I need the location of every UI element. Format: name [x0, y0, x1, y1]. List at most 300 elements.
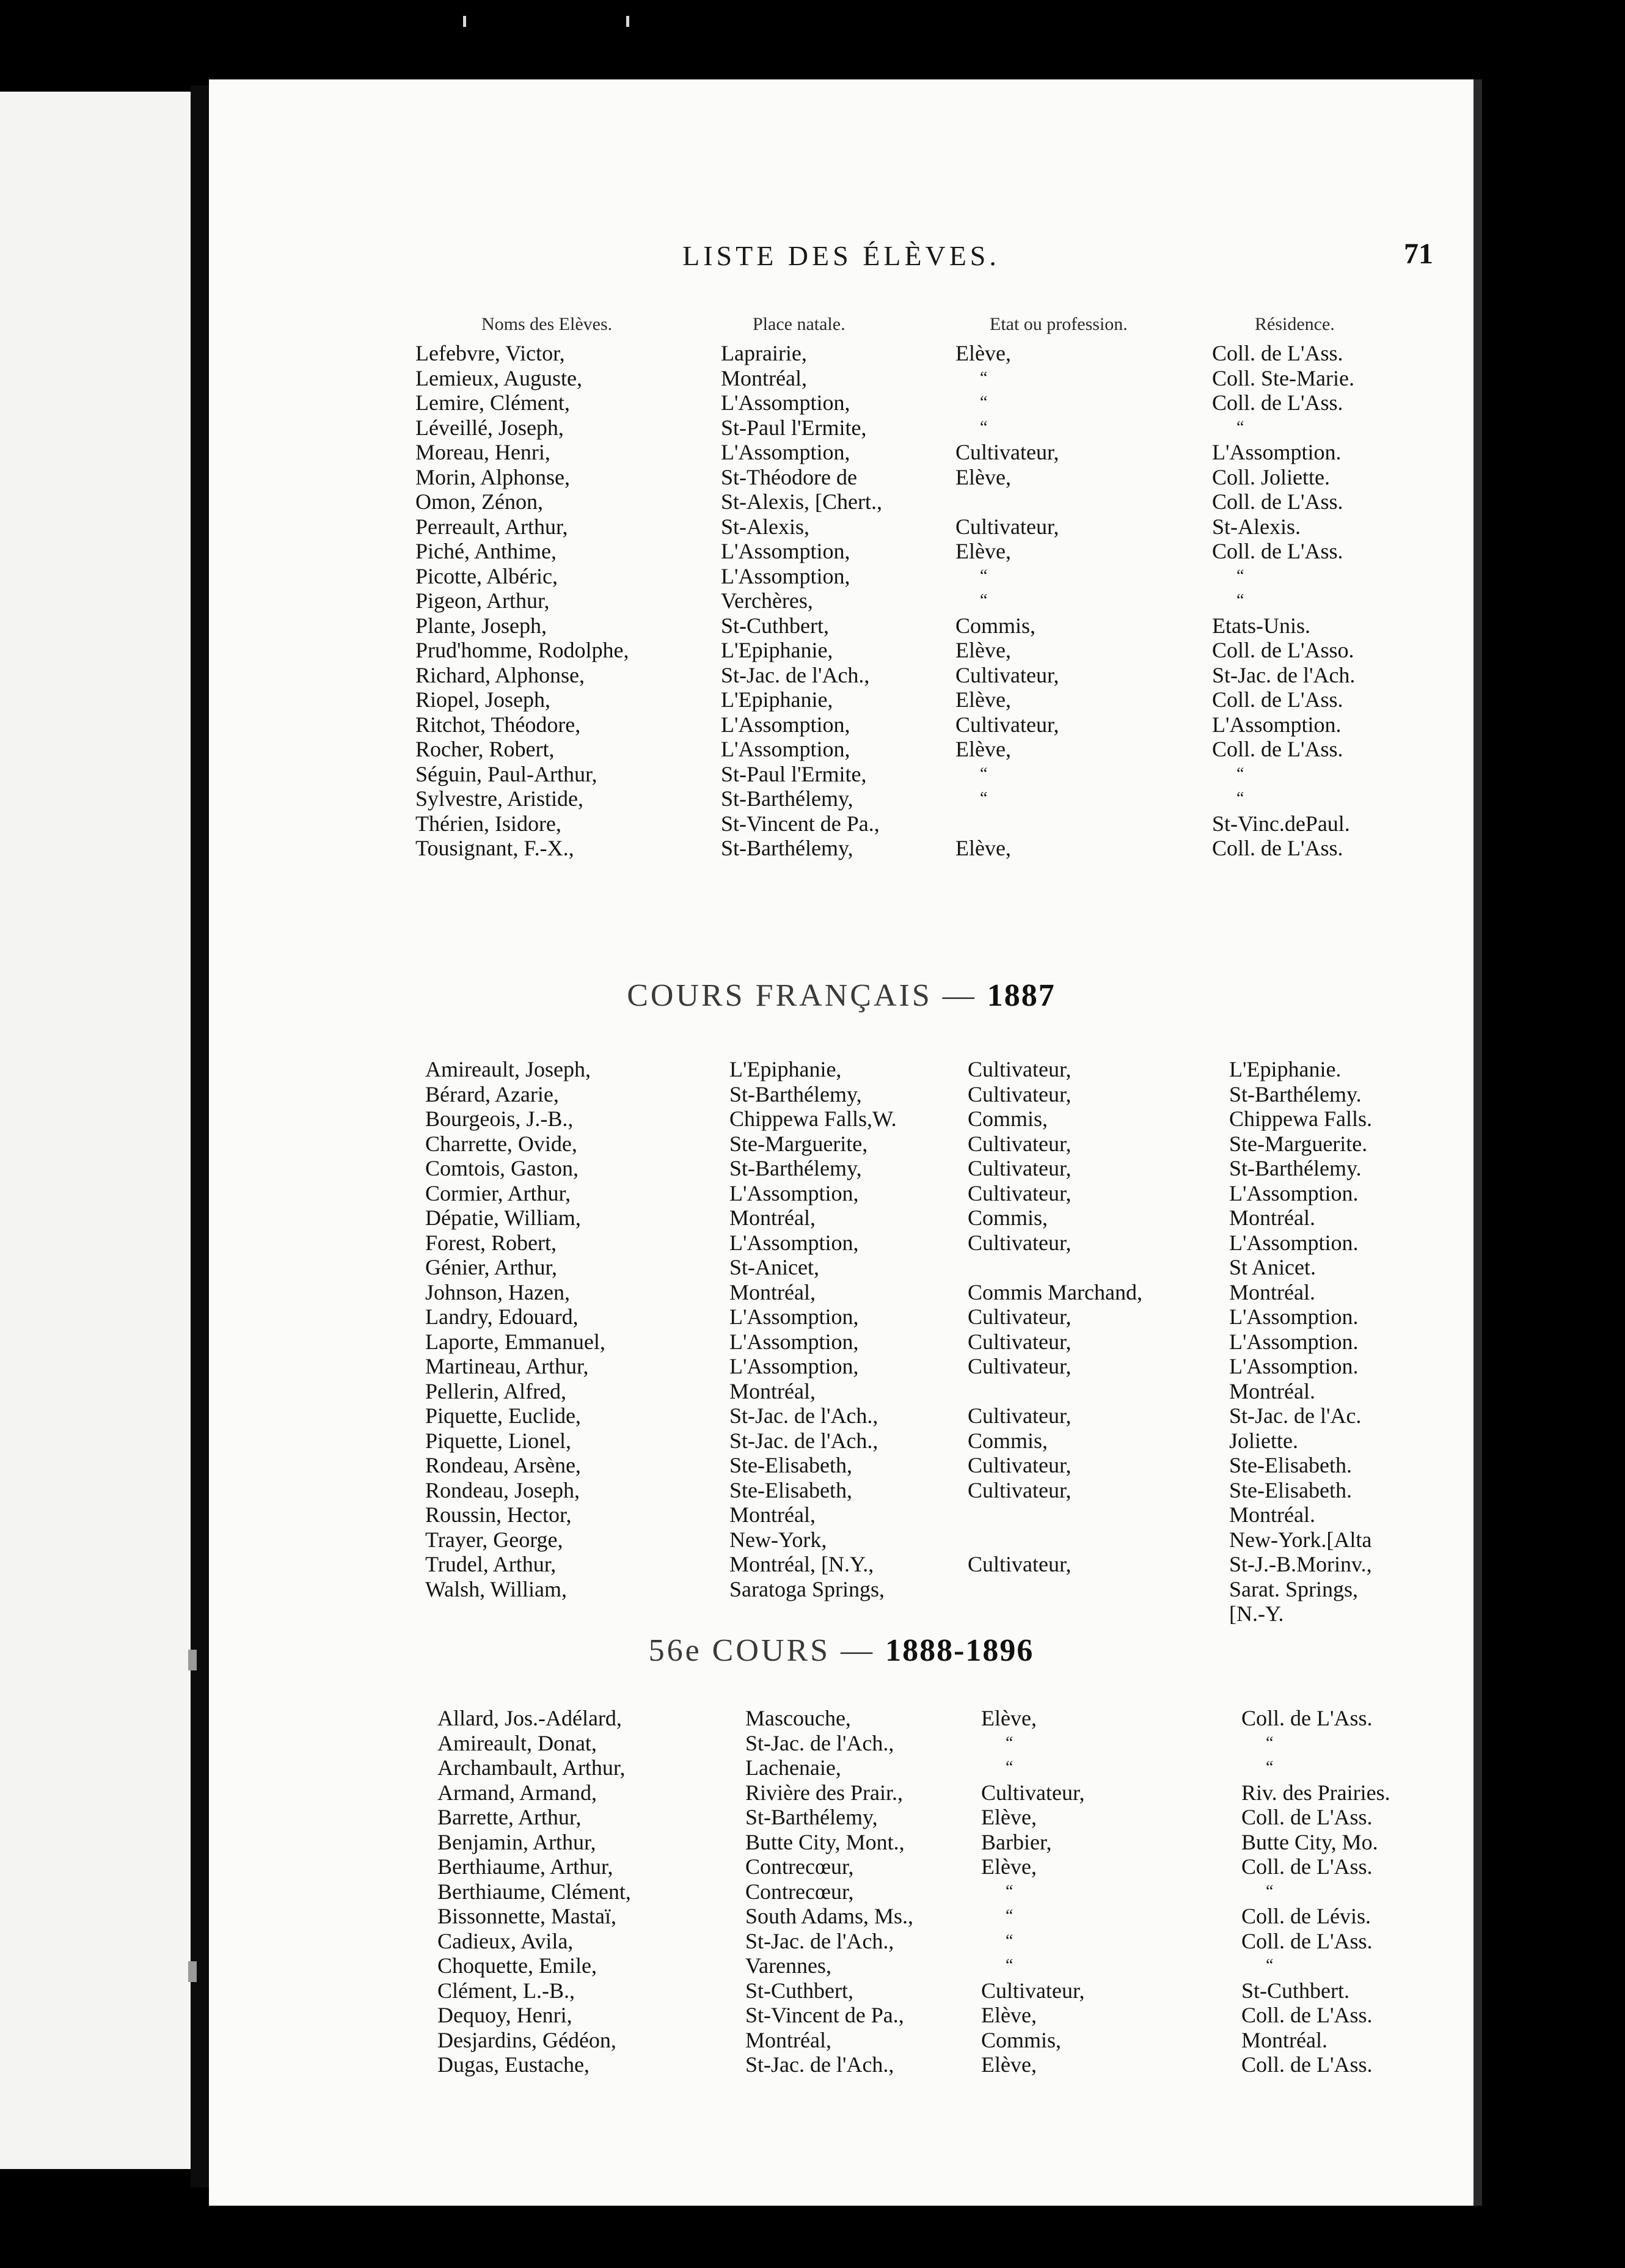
occupation-cell: “	[980, 393, 988, 412]
occupation-cell: “	[980, 417, 988, 437]
table-row	[209, 341, 1473, 366]
residence-cell: “	[1266, 1758, 1274, 1777]
occupation-cell: Cultivateur,	[968, 1156, 1072, 1180]
residence-cell: Ste-Marguerite.	[1229, 1131, 1368, 1156]
residence-cell: Montréal.	[1229, 1378, 1315, 1403]
student-name-cell: Choquette, Emile,	[437, 1953, 597, 1978]
occupation-cell: Cultivateur,	[968, 1329, 1072, 1354]
residence-cell: Sarat. Springs,	[1229, 1576, 1358, 1601]
student-name-cell: Desjardins, Gédéon,	[437, 2027, 616, 2052]
occupation-cell: Elève,	[981, 1706, 1037, 1730]
table-row	[209, 1904, 1473, 1929]
occupation-cell: Elève,	[981, 2003, 1037, 2027]
birthplace-cell: St-Jac. de l'Ach.,	[729, 1403, 878, 1428]
occupation-cell: Commis,	[955, 613, 1036, 638]
table-row	[209, 539, 1473, 564]
table-row	[209, 712, 1473, 737]
residence-cell: Etats-Unis.	[1212, 613, 1310, 638]
occupation-cell: Cultivateur,	[968, 1081, 1072, 1107]
residence-cell: L'Assomption.	[1212, 440, 1342, 464]
table-row	[209, 1354, 1473, 1379]
birthplace-cell: L'Epiphanie,	[721, 687, 833, 712]
occupation-cell: Commis,	[968, 1205, 1048, 1230]
birthplace-cell: St-Jac. de l'Ach.,	[745, 1928, 894, 1953]
student-name-cell: Walsh, William,	[425, 1576, 567, 1601]
table-row	[209, 1231, 1473, 1256]
residence-cell: “	[1236, 566, 1244, 585]
residence-cell: St-Barthélemy.	[1229, 1156, 1362, 1180]
section-year: 1888-1896	[885, 1633, 1034, 1668]
occupation-cell: Cultivateur,	[955, 514, 1059, 539]
table-row	[209, 415, 1473, 441]
student-name-cell: Trudel, Arthur,	[425, 1552, 557, 1576]
table-row	[209, 514, 1473, 540]
occupation-cell: “	[1006, 1881, 1013, 1901]
table-row	[209, 489, 1473, 514]
table-row	[209, 1830, 1473, 1855]
birthplace-cell: L'Assomption,	[721, 712, 850, 737]
residence-cell: “	[1266, 1956, 1274, 1975]
column-header-occupation: Etat ou profession.	[990, 314, 1128, 334]
table-row	[209, 1280, 1473, 1305]
birthplace-cell: St-Alexis, [Chert.,	[721, 489, 882, 514]
birthplace-cell: L'Assomption,	[721, 440, 850, 464]
table-row	[209, 2028, 1473, 2053]
residence-cell: Coll. de L'Ass.	[1212, 390, 1343, 415]
occupation-cell: “	[980, 764, 988, 783]
student-name-cell: Forest, Robert,	[425, 1230, 557, 1255]
birthplace-cell: St-Cuthbert,	[721, 613, 829, 638]
residence-cell: Coll. de L'Ass.	[1241, 1928, 1373, 1953]
birthplace-cell: L'Assomption,	[729, 1354, 859, 1378]
residence-cell: L'Assomption.	[1229, 1329, 1359, 1354]
occupation-cell: Cultivateur,	[968, 1477, 1072, 1502]
table-row	[209, 1854, 1473, 1879]
birthplace-cell: Contrecœur,	[745, 1879, 854, 1904]
table-row	[209, 1780, 1473, 1805]
birthplace-cell: St-Barthélemy,	[729, 1081, 862, 1107]
student-name-cell: Omon, Zénon,	[415, 489, 543, 514]
occupation-cell: “	[980, 368, 988, 387]
table-row	[209, 1552, 1473, 1577]
student-name-cell: Pigeon, Arthur,	[415, 588, 550, 613]
table-row	[209, 1255, 1473, 1280]
table-row	[209, 638, 1473, 663]
residence-cell: Butte City, Mo.	[1241, 1829, 1378, 1854]
page-edge	[1473, 79, 1482, 2206]
residence-cell: “	[1236, 764, 1244, 783]
student-name-cell: Thérien, Isidore,	[415, 811, 561, 836]
column-header-birthplace: Place natale.	[753, 314, 845, 334]
birthplace-cell: L'Assomption,	[721, 737, 850, 761]
student-name-cell: Ritchot, Théodore,	[415, 712, 581, 737]
occupation-cell: Commis,	[968, 1107, 1048, 1131]
table-row	[209, 1577, 1473, 1602]
table-row	[209, 786, 1473, 811]
student-name-cell: Dépatie, William,	[425, 1205, 581, 1230]
student-name-cell: Tousignant, F.-X.,	[415, 836, 574, 860]
student-name-cell: Allard, Jos.-Adélard,	[437, 1706, 622, 1730]
occupation-cell: Elève,	[955, 638, 1011, 662]
occupation-cell: Cultivateur,	[981, 1780, 1085, 1805]
table-row	[209, 811, 1473, 836]
student-name-cell: Amireault, Joseph,	[425, 1057, 591, 1081]
table-row	[209, 1379, 1473, 1404]
occupation-cell: Cultivateur,	[955, 712, 1059, 737]
section-title	[209, 978, 1473, 1014]
occupation-cell: Barbier,	[981, 1829, 1052, 1854]
table-row	[209, 1330, 1473, 1355]
facing-page	[0, 92, 191, 2169]
residence-cell: L'Epiphanie.	[1229, 1057, 1342, 1081]
occupation-cell: Cultivateur,	[968, 1453, 1072, 1477]
occupation-cell: Elève,	[981, 1854, 1037, 1879]
student-name-cell: Barrette, Arthur,	[437, 1805, 582, 1829]
table-row	[209, 1527, 1473, 1553]
birthplace-cell: Ste-Elisabeth,	[729, 1453, 852, 1477]
table-row	[209, 1304, 1473, 1330]
residence-cell: L'Assomption.	[1229, 1354, 1359, 1378]
birthplace-cell: Varennes,	[745, 1953, 831, 1978]
table-row	[209, 588, 1473, 613]
residence-cell: St Anicet.	[1229, 1255, 1316, 1279]
occupation-cell: Cultivateur,	[968, 1057, 1072, 1081]
student-name-cell: Piquette, Lionel,	[425, 1428, 571, 1453]
student-name-cell: Plante, Joseph,	[415, 613, 547, 638]
occupation-cell: Cultivateur,	[955, 662, 1059, 687]
occupation-cell: “	[980, 789, 988, 808]
residence-cell: Coll. de L'Ass.	[1212, 489, 1343, 514]
residence-cell: Ste-Elisabeth.	[1229, 1453, 1352, 1477]
residence-cell: Ste-Elisabeth.	[1229, 1477, 1352, 1502]
table-row	[209, 440, 1473, 465]
occupation-cell: Cultivateur,	[968, 1552, 1072, 1576]
occupation-cell: Commis,	[981, 2027, 1062, 2052]
table-row	[209, 1502, 1473, 1527]
student-name-cell: Moreau, Henri,	[415, 440, 550, 464]
birthplace-cell: Butte City, Mont.,	[745, 1829, 905, 1854]
occupation-cell: Cultivateur,	[981, 1978, 1085, 2003]
table-row	[209, 663, 1473, 688]
student-name-cell: Rocher, Robert,	[415, 737, 555, 761]
birthplace-cell: St-Barthélemy,	[721, 786, 853, 811]
residence-cell: New-York.[Alta	[1229, 1527, 1372, 1552]
binding-gutter	[191, 86, 209, 2187]
student-name-cell: Rondeau, Joseph,	[425, 1477, 580, 1502]
birthplace-cell: Contrecœur,	[745, 1854, 854, 1879]
table-row	[209, 465, 1473, 490]
birthplace-cell: Lachenaie,	[745, 1755, 841, 1780]
scan-speck	[463, 16, 466, 27]
residence-cell: “	[1236, 417, 1244, 437]
student-name-cell: Dugas, Eustache,	[437, 2052, 590, 2077]
birthplace-cell: Verchères,	[721, 588, 813, 613]
birthplace-cell: L'Assomption,	[721, 539, 850, 563]
birthplace-cell: Ste-Elisabeth,	[729, 1477, 852, 1502]
residence-cell: St-Barthélemy.	[1229, 1081, 1362, 1107]
student-name-cell: Laporte, Emmanuel,	[425, 1329, 605, 1354]
table-row	[209, 1057, 1473, 1082]
table-row	[209, 613, 1473, 638]
student-name-cell: Picotte, Albéric,	[415, 563, 558, 588]
occupation-cell: “	[1006, 1758, 1013, 1777]
scan-speck	[626, 16, 629, 27]
birthplace-cell: Montréal,	[729, 1205, 816, 1230]
student-name-cell: Léveillé, Joseph,	[415, 415, 564, 440]
table-row	[209, 366, 1473, 391]
student-name-cell: Clément, L.-B.,	[437, 1978, 575, 2003]
table-row	[209, 1731, 1473, 1756]
student-name-cell: Berthiaume, Arthur,	[437, 1854, 613, 1879]
birthplace-cell: L'Epiphanie,	[729, 1057, 842, 1081]
table-row	[209, 390, 1473, 415]
birthplace-cell: Chippewa Falls,W.	[729, 1107, 897, 1131]
student-name-cell: Cadieux, Avila,	[437, 1928, 574, 1953]
birthplace-cell: L'Assomption,	[721, 390, 850, 415]
birthplace-cell: South Adams, Ms.,	[745, 1904, 914, 1928]
student-name-cell: Martineau, Arthur,	[425, 1354, 589, 1378]
table-row	[209, 1953, 1473, 1978]
birthplace-cell: Montréal, [N.Y.,	[729, 1552, 874, 1576]
occupation-cell: Cultivateur,	[968, 1180, 1072, 1205]
occupation-cell: Elève,	[955, 539, 1011, 563]
occupation-cell: Commis Marchand,	[968, 1279, 1142, 1304]
residence-cell: Joliette.	[1229, 1428, 1298, 1453]
residence-cell: Coll. de L'Ass.	[1212, 737, 1343, 761]
student-name-cell: Johnson, Hazen,	[425, 1279, 570, 1304]
student-name-cell: Riopel, Joseph,	[415, 687, 550, 712]
residence-cell: Montréal.	[1229, 1205, 1315, 1230]
table-row	[209, 1706, 1473, 1731]
student-name-cell: Cormier, Arthur,	[425, 1180, 571, 1205]
birthplace-cell: St-Cuthbert,	[745, 1978, 853, 2003]
birthplace-cell: St-Jac. de l'Ach.,	[721, 662, 870, 687]
table-row	[209, 2003, 1473, 2028]
student-name-cell: Archambault, Arthur,	[437, 1755, 626, 1780]
student-name-cell: Bourgeois, J.-B.,	[425, 1107, 574, 1131]
residence-cell: Montréal.	[1229, 1502, 1315, 1527]
student-name-cell: Piché, Anthime,	[415, 539, 557, 563]
table-row	[209, 1929, 1473, 1954]
student-name-cell: Comtois, Gaston,	[425, 1156, 579, 1180]
birthplace-cell: L'Assomption,	[721, 563, 850, 588]
occupation-cell: Elève,	[955, 836, 1011, 860]
student-name-cell: Armand, Armand,	[437, 1780, 597, 1805]
student-name-cell: Landry, Edouard,	[425, 1304, 579, 1329]
student-name-cell: Berthiaume, Clément,	[437, 1879, 631, 1904]
residence-cell: Coll. de L'Ass.	[1241, 2052, 1373, 2077]
table-row	[209, 687, 1473, 712]
birthplace-cell: St-Jac. de l'Ach.,	[745, 2052, 894, 2077]
table-row	[209, 1082, 1473, 1107]
occupation-cell: Elève,	[955, 464, 1011, 489]
occupation-cell: Cultivateur,	[968, 1403, 1072, 1428]
birthplace-cell: St-Barthélemy,	[721, 836, 853, 860]
residence-cell: L'Assomption.	[1229, 1304, 1359, 1329]
residence-cell: L'Assomption.	[1229, 1180, 1359, 1205]
gutter-mark	[188, 1650, 197, 1670]
table-row	[209, 1205, 1473, 1231]
table-row	[209, 1978, 1473, 2003]
page-number: 71	[1404, 238, 1433, 270]
residence-cell: St-Alexis.	[1212, 514, 1301, 539]
student-name-cell: Perreault, Arthur,	[415, 514, 568, 539]
student-name-cell: Charrette, Ovide,	[425, 1131, 577, 1156]
residence-cell: Coll. de L'Asso.	[1212, 638, 1354, 662]
occupation-cell: Cultivateur,	[968, 1354, 1072, 1378]
birthplace-cell: Mascouche,	[745, 1706, 851, 1730]
table-row	[209, 564, 1473, 589]
student-name-cell: Pellerin, Alfred,	[425, 1378, 566, 1403]
table-row	[209, 762, 1473, 787]
section-year: 1887	[987, 978, 1056, 1013]
table-row	[209, 836, 1473, 861]
student-name-cell: Lemieux, Auguste,	[415, 365, 582, 390]
student-name-cell: Bérard, Azarie,	[425, 1081, 559, 1107]
residence-cell: Coll. de L'Ass.	[1241, 2003, 1373, 2027]
occupation-cell: Elève,	[955, 737, 1011, 761]
section-rows	[209, 341, 1473, 861]
student-name-cell: Amireault, Donat,	[437, 1730, 597, 1755]
birthplace-cell: St-Paul l'Ermite,	[721, 761, 867, 786]
student-name-cell: Lefebvre, Victor,	[415, 341, 565, 365]
birthplace-cell: St-Paul l'Ermite,	[721, 415, 867, 440]
student-name-cell: Trayer, George,	[425, 1527, 563, 1552]
birthplace-cell: St-Vincent de Pa.,	[721, 811, 880, 836]
birthplace-cell: Montréal,	[745, 2027, 831, 2052]
residence-cell: “	[1266, 1733, 1274, 1752]
occupation-cell: Cultivateur,	[955, 440, 1059, 464]
birthplace-cell: St-Vincent de Pa.,	[745, 2003, 904, 2027]
residence-cell: Coll. Ste-Marie.	[1212, 365, 1354, 390]
birthplace-cell: Laprairie,	[721, 341, 807, 365]
birthplace-cell: L'Assomption,	[729, 1304, 859, 1329]
occupation-cell: “	[1006, 1956, 1013, 1975]
table-row	[209, 1478, 1473, 1503]
residence-cell: Montréal.	[1241, 2027, 1327, 2052]
page	[209, 79, 1473, 2206]
section-title-text: 56e COURS —	[648, 1633, 886, 1668]
section-rows	[209, 1057, 1473, 1626]
birthplace-cell: St-Barthélemy,	[729, 1156, 862, 1180]
table-row	[209, 737, 1473, 762]
residence-cell: Chippewa Falls.	[1229, 1107, 1372, 1131]
residence-cell: Coll. de L'Ass.	[1212, 341, 1343, 365]
column-header-residence: Résidence.	[1255, 314, 1335, 334]
occupation-cell: Cultivateur,	[968, 1131, 1072, 1156]
residence-cell: Coll. de L'Ass.	[1241, 1854, 1373, 1879]
birthplace-cell: St-Jac. de l'Ach.,	[729, 1428, 878, 1453]
student-name-cell: Roussin, Hector,	[425, 1502, 572, 1527]
occupation-cell: “	[1006, 1931, 1013, 1950]
running-head: LISTE DES ÉLÈVES.	[682, 240, 1000, 271]
table-row	[209, 1107, 1473, 1132]
residence-cell: Coll. de L'Ass.	[1241, 1805, 1373, 1829]
table-row	[209, 1453, 1473, 1478]
birthplace-cell: New-York,	[729, 1527, 827, 1552]
residence-cell: Coll. de L'Ass.	[1212, 836, 1343, 860]
residence-cell: Coll. Joliette.	[1212, 464, 1330, 489]
birthplace-cell: Ste-Marguerite,	[729, 1131, 868, 1156]
birthplace-cell: St-Jac. de l'Ach.,	[745, 1730, 894, 1755]
birthplace-cell: St-Anicet,	[729, 1255, 819, 1279]
table-row	[209, 1879, 1473, 1904]
occupation-cell: Elève,	[955, 341, 1011, 365]
section-rows	[209, 1706, 1473, 2077]
student-name-cell: Rondeau, Arsène,	[425, 1453, 581, 1477]
column-header-name: Noms des Elèves.	[481, 314, 613, 334]
birthplace-cell: L'Assomption,	[729, 1180, 859, 1205]
table-row	[209, 1601, 1473, 1626]
residence-cell: St-Vinc.dePaul.	[1212, 811, 1350, 836]
student-name-cell: Morin, Alphonse,	[415, 464, 571, 489]
section-title-text: COURS FRANÇAIS —	[627, 978, 987, 1013]
residence-cell: Coll. de L'Ass.	[1241, 1706, 1373, 1730]
birthplace-cell: L'Assomption,	[729, 1329, 859, 1354]
birthplace-cell: Montréal,	[729, 1279, 816, 1304]
occupation-cell: “	[1006, 1733, 1013, 1752]
student-name-cell: Séguin, Paul-Arthur,	[415, 761, 597, 786]
table-row	[209, 1428, 1473, 1454]
residence-cell: St-Cuthbert.	[1241, 1978, 1349, 2003]
birthplace-cell: L'Assomption,	[729, 1230, 859, 1255]
birthplace-cell: Montréal,	[729, 1502, 816, 1527]
student-name-cell: Richard, Alphonse,	[415, 662, 585, 687]
occupation-cell: “	[980, 566, 988, 585]
table-row	[209, 1132, 1473, 1157]
student-name-cell: Benjamin, Arthur,	[437, 1829, 596, 1854]
birthplace-cell: St-Alexis,	[721, 514, 810, 539]
birthplace-cell: St-Barthélemy,	[745, 1805, 878, 1829]
student-name-cell: Lemire, Clément,	[415, 390, 570, 415]
residence-cell: Coll. de Lévis.	[1241, 1904, 1371, 1928]
residence-cell: L'Assomption.	[1229, 1230, 1359, 1255]
residence-cell: St-J.-B.Morinv.,	[1229, 1552, 1372, 1576]
birthplace-cell: Montréal,	[729, 1378, 816, 1403]
residence-cell: “	[1236, 789, 1244, 808]
residence-cell: St-Jac. de l'Ac.	[1229, 1403, 1362, 1428]
student-name-cell: Prud'homme, Rodolphe,	[415, 638, 629, 662]
table-row	[209, 1403, 1473, 1428]
occupation-cell: Commis,	[968, 1428, 1048, 1453]
residence-cell: “	[1236, 591, 1244, 610]
student-name-cell: Génier, Arthur,	[425, 1255, 558, 1279]
residence-cell: Coll. de L'Ass.	[1212, 687, 1343, 712]
student-name-cell: Bissonnette, Mastaï,	[437, 1904, 616, 1928]
occupation-cell: Cultivateur,	[968, 1304, 1072, 1329]
occupation-cell: Elève,	[955, 687, 1011, 712]
birthplace-cell: Saratoga Springs,	[729, 1576, 885, 1601]
table-row	[209, 1156, 1473, 1181]
table-row	[209, 2052, 1473, 2077]
residence-cell: L'Assomption.	[1212, 712, 1342, 737]
birthplace-cell: L'Epiphanie,	[721, 638, 833, 662]
table-row	[209, 1181, 1473, 1206]
student-name-cell: Dequoy, Henri,	[437, 2003, 572, 2027]
section-title	[209, 1633, 1473, 1669]
residence-cell: “	[1266, 1881, 1274, 1901]
residence-cell: [N.-Y.	[1229, 1601, 1284, 1626]
table-row	[209, 1755, 1473, 1780]
gutter-mark	[188, 1961, 197, 1982]
residence-cell: Coll. de L'Ass.	[1212, 539, 1343, 563]
residence-cell: Montréal.	[1229, 1279, 1315, 1304]
residence-cell: St-Jac. de l'Ach.	[1212, 662, 1356, 687]
occupation-cell: Elève,	[981, 1805, 1037, 1829]
student-name-cell: Piquette, Euclide,	[425, 1403, 581, 1428]
student-name-cell: Sylvestre, Aristide,	[415, 786, 583, 811]
birthplace-cell: St-Théodore de	[721, 464, 857, 489]
